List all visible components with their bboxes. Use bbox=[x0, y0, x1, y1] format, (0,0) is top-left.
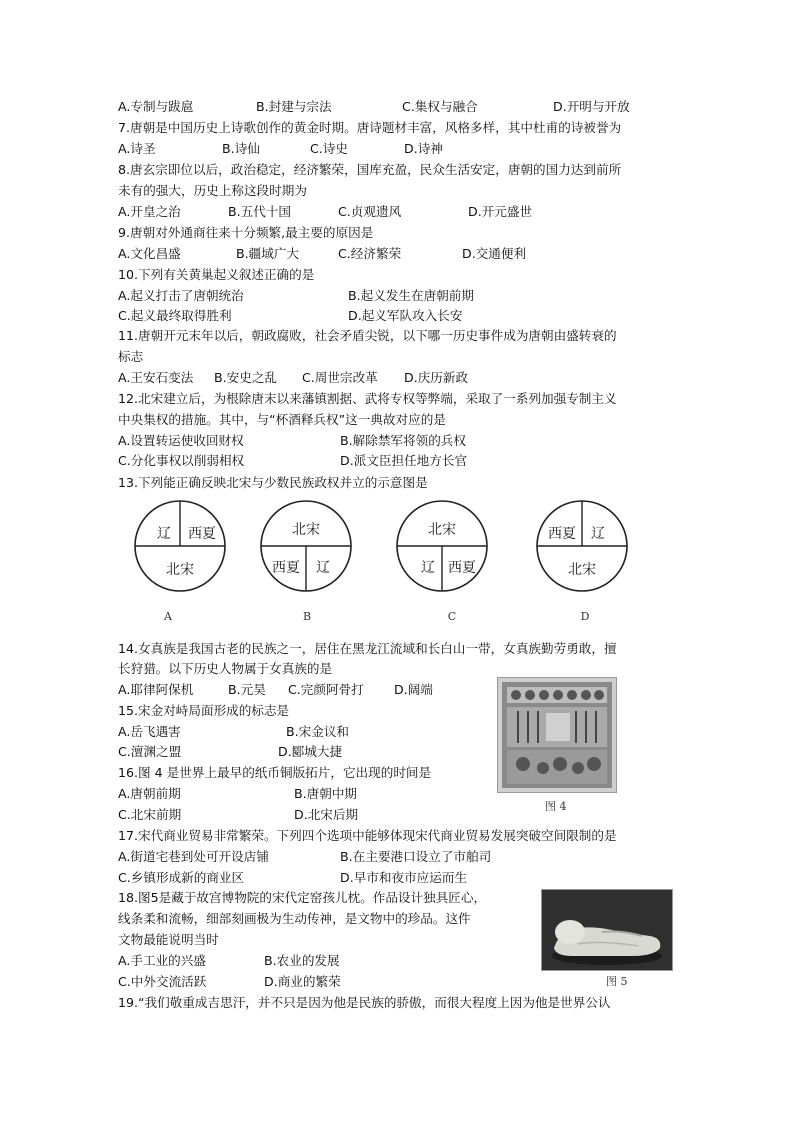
q10-option-c: C.起义最终取得胜利 bbox=[118, 308, 232, 323]
q12-stem-line2: 中央集权的措施。其中，与“杯酒释兵权”这一典故对应的是 bbox=[118, 412, 446, 427]
figure5-caption: 图 5 bbox=[606, 975, 628, 988]
banknote-plate-image bbox=[497, 677, 617, 793]
q9-option-b: B.疆域广大 bbox=[236, 246, 300, 261]
q12-option-b: B.解除禁军将领的兵权 bbox=[340, 433, 466, 448]
diagram-b-top: 北宋 bbox=[292, 522, 320, 538]
q14-option-d: D.阔端 bbox=[394, 682, 433, 697]
q16-option-b: B.唐朝中期 bbox=[294, 786, 358, 801]
q7-stem: 7.唐朝是中国历史上诗歌创作的黄金时期。唐诗题材丰富，风格多样，其中杜甫的诗被誉为 bbox=[118, 120, 622, 135]
diagram-a-letter: A bbox=[164, 610, 172, 623]
diagram-a bbox=[135, 501, 225, 623]
q12-option-d: D.派文臣担任地方长官 bbox=[340, 453, 468, 468]
q17-option-b: B.在主要港口设立了市舶司 bbox=[340, 849, 492, 864]
q6-option-d: D.开明与开放 bbox=[553, 99, 630, 114]
diagram-d bbox=[537, 501, 627, 623]
child-pillow-image bbox=[541, 889, 673, 971]
q11-option-b: B.安史之乱 bbox=[214, 370, 278, 385]
q7-option-d: D.诗神 bbox=[404, 141, 443, 156]
q8-stem-line1: 8.唐玄宗即位以后，政治稳定，经济繁荣，国库充盈，民众生活安定，唐朝的国力达到前所 bbox=[118, 162, 622, 177]
q10-option-a: A.起义打击了唐朝统治 bbox=[118, 288, 244, 303]
q7-option-a: A.诗圣 bbox=[118, 141, 156, 156]
q9-option-a: A.文化昌盛 bbox=[118, 246, 181, 261]
diagram-c-bottom-right: 西夏 bbox=[448, 560, 476, 576]
q15-option-d: D.郾城大捷 bbox=[278, 744, 343, 759]
diagram-d-top-right: 辽 bbox=[591, 526, 605, 542]
q15-option-c: C.澶渊之盟 bbox=[118, 744, 182, 759]
q11-option-d: D.庆历新政 bbox=[404, 370, 469, 385]
diagram-b-bottom-left: 西夏 bbox=[272, 560, 300, 576]
q18-option-c: C.中外交流活跃 bbox=[118, 974, 207, 989]
q9-stem: 9.唐朝对外通商往来十分频繁,最主要的原因是 bbox=[118, 225, 374, 240]
q16-option-d: D.北宋后期 bbox=[294, 807, 359, 822]
q18-option-b: B.农业的发展 bbox=[264, 953, 340, 968]
diagram-b-letter: B bbox=[302, 610, 312, 623]
q14-option-a: A.耶律阿保机 bbox=[118, 682, 194, 697]
diagram-a-top-right: 西夏 bbox=[188, 526, 216, 542]
q16-option-a: A.唐朝前期 bbox=[118, 786, 181, 801]
q12-option-a: A.设置转运使收回财权 bbox=[118, 433, 244, 448]
q11-stem-line1: 11.唐朝开元末年以后，朝政腐败，社会矛盾尖锐，以下哪一历史事件成为唐朝由盛转衰的 bbox=[118, 328, 617, 343]
q18-stem-line2: 线条柔和流畅，细部刻画极为生动传神，是文物中的珍品。这件 bbox=[118, 911, 471, 926]
q14-stem-line1: 14.女真族是我国古老的民族之一，居住在黑龙江流域和长白山一带，女真族勤劳勇敢，擅 bbox=[118, 641, 617, 656]
q18-stem-line1: 18.图5是藏于故宫博物院的宋代定窑孩儿枕。作品设计独具匠心， bbox=[118, 890, 487, 905]
q7-option-c: C.诗史 bbox=[310, 141, 348, 156]
q18-option-d: D.商业的繁荣 bbox=[264, 974, 341, 989]
q8-option-c: C.贞观遗风 bbox=[338, 204, 402, 219]
diagram-d-bottom: 北宋 bbox=[568, 562, 596, 578]
diagram-a-top-left: 辽 bbox=[157, 526, 171, 542]
q10-option-d: D.起义军队攻入长安 bbox=[348, 308, 463, 323]
diagram-c bbox=[397, 501, 487, 623]
diagram-b bbox=[261, 501, 351, 623]
q7-option-b: B.诗仙 bbox=[222, 141, 260, 156]
q8-stem-line2: 未有的强大，历史上称这段时期为 bbox=[118, 183, 307, 198]
q16-option-c: C.北宋前期 bbox=[118, 807, 182, 822]
q18-stem-line3: 文物最能说明当时 bbox=[118, 932, 219, 947]
figure4-caption: 图 4 bbox=[545, 800, 567, 813]
q15-option-b: B.宋金议和 bbox=[286, 724, 350, 739]
q9-option-d: D.交通便利 bbox=[462, 246, 527, 261]
q11-option-a: A.王安石变法 bbox=[118, 370, 194, 385]
diagram-c-letter: C bbox=[447, 610, 457, 623]
q14-option-b: B.元昊 bbox=[228, 682, 266, 697]
q11-stem-line2: 标志 bbox=[118, 349, 144, 364]
q14-stem-line2: 长狩猎。以下历史人物属于女真族的是 bbox=[118, 661, 333, 676]
q16-stem: 16.图 4 是世界上最早的纸币铜版拓片，它出现的时间是 bbox=[118, 765, 432, 780]
q6-option-c: C.集权与融合 bbox=[402, 99, 478, 114]
q6-option-b: B.封建与宗法 bbox=[256, 99, 332, 114]
q8-option-b: B.五代十国 bbox=[228, 204, 292, 219]
diagram-d-letter: D bbox=[580, 610, 590, 623]
diagram-a-bottom: 北宋 bbox=[166, 562, 194, 578]
q10-stem: 10.下列有关黄巢起义叙述正确的是 bbox=[118, 267, 315, 282]
q8-option-a: A.开皇之治 bbox=[118, 204, 181, 219]
q6-option-a: A.专制与跋扈 bbox=[118, 99, 194, 114]
diagram-b-bottom-right: 辽 bbox=[316, 560, 330, 576]
q13-stem: 13.下列能正确反映北宋与少数民族政权并立的示意图是 bbox=[118, 475, 428, 490]
q12-stem-line1: 12.北宋建立后，为根除唐末以来藩镇割据、武将专权等弊端，采取了一系列加强专制主义 bbox=[118, 391, 617, 406]
diagram-c-bottom-left: 辽 bbox=[421, 560, 435, 576]
q17-option-c: C.乡镇形成新的商业区 bbox=[118, 870, 245, 885]
diagram-d-top-left: 西夏 bbox=[548, 526, 576, 542]
q15-option-a: A.岳飞遇害 bbox=[118, 724, 181, 739]
q17-stem: 17.宋代商业贸易非常繁荣。下列四个选项中能够体现宋代商业贸易发展突破空间限制的是 bbox=[118, 828, 617, 843]
q15-stem: 15.宋金对峙局面形成的标志是 bbox=[118, 703, 290, 718]
q17-option-d: D.早市和夜市应运而生 bbox=[340, 870, 468, 885]
diagram-c-top: 北宋 bbox=[428, 522, 456, 538]
q14-option-c: C.完颜阿骨打 bbox=[288, 682, 364, 697]
q13-diagrams bbox=[118, 498, 642, 630]
q10-option-b: B.起义发生在唐朝前期 bbox=[348, 288, 474, 303]
q11-option-c: C.周世宗改革 bbox=[302, 370, 378, 385]
q18-option-a: A.手工业的兴盛 bbox=[118, 953, 206, 968]
q19-stem: 19.“我们敬重成吉思汗，并不只是因为他是民族的骄傲，而很大程度上因为他是世界公认 bbox=[118, 995, 611, 1010]
q12-option-c: C.分化事权以削弱相权 bbox=[118, 453, 245, 468]
q17-option-a: A.街道宅巷到处可开设店铺 bbox=[118, 849, 269, 864]
q8-option-d: D.开元盛世 bbox=[468, 204, 533, 219]
q9-option-c: C.经济繁荣 bbox=[338, 246, 402, 261]
